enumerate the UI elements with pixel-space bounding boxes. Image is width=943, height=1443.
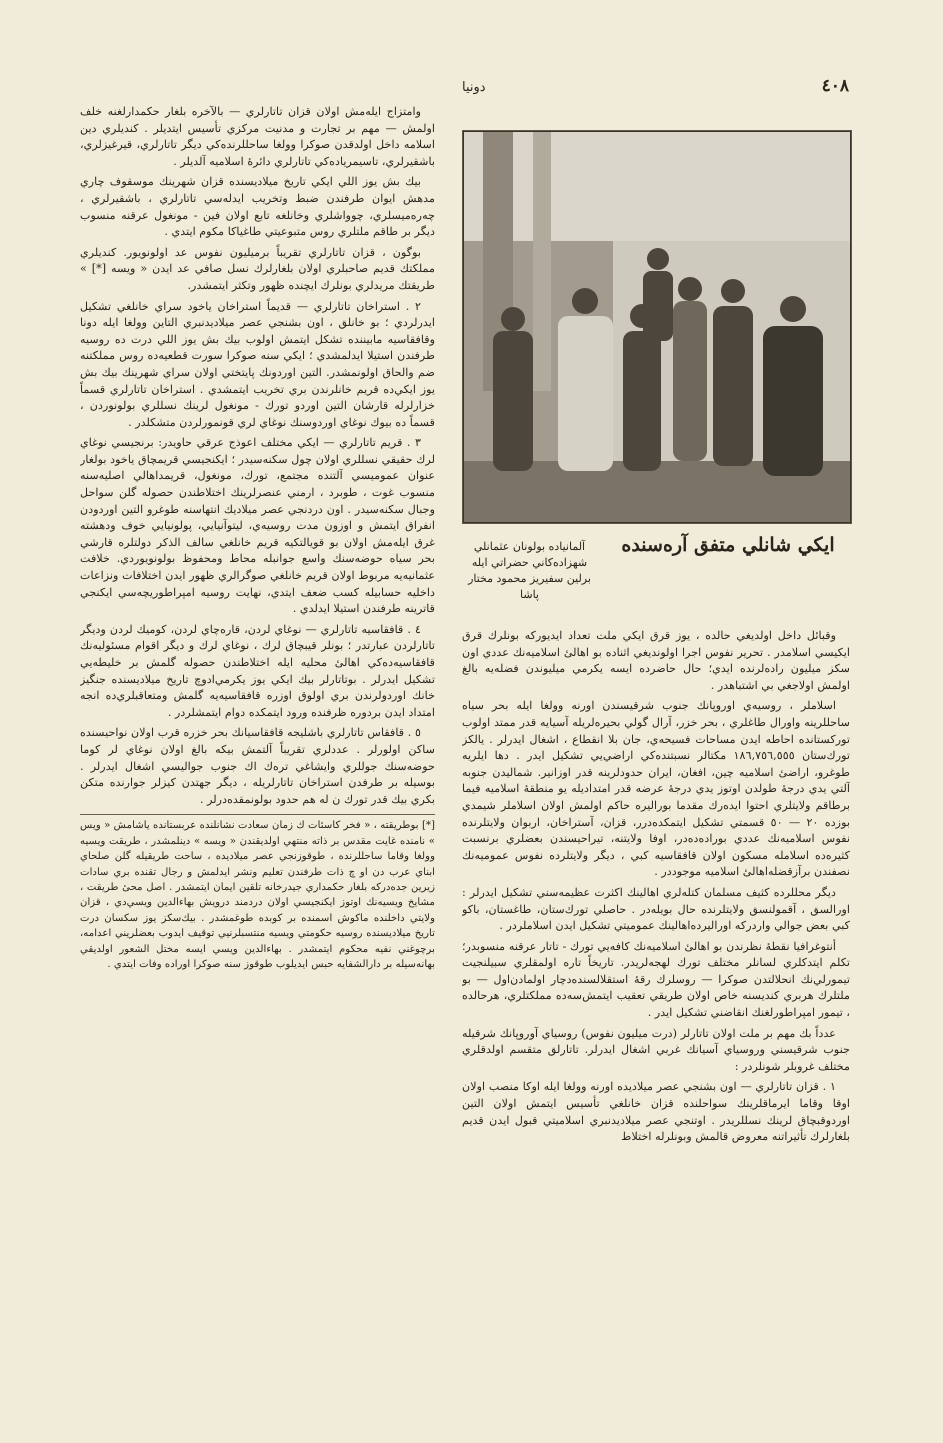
paragraph: بيك بش يوز اللي ايكي تاريخ ميلاديسنده قزان شهرينك موسقوف چاري مدهش ايوان طرفندن ضبط وتخريب ايدلەسي تاتارلري ، باشقيرلري ، چەرەميسلري، چوواشلري وخانلغه تابع اولان فين - مونغول عرقنه منسوب ديگر بر طاقم ملتلري روس متبوعيتي طاغياكا مكوم ايتدي . (80, 175, 435, 239)
photograph-image (463, 131, 851, 523)
left-text-column (80, 104, 435, 1359)
group-photograph (462, 130, 852, 524)
paragraph: اسلاملر ، روسيه‌ي اوروپانك جنوب شرقيسندن اورنه وولغا ايله بحر سياه ساحللرينه واورال طاغلري ، بحر خزر، آرال گولي بحيرەلريله آسيايه قدر ممتد اولوب توركستانده احاطه ايدن مساحات فسيحه‌ي، جان بلا انقطاع ، اشغال ايدرلر . يالكز تورك‌ستان ١٨٦,٧٥٦,٥٥٥ مكتالر نسبتنده‌كي اراضي‌يي تشكيل ايدر . دها ايلريه طوغرو، اراضیٔ اسلاميه چين، افغان، ايران حدودلرينه قدر اوزانير. شماليدن جنوبه آلتي يدي درجۀ طولدن اوتوز يدي درجۀ عرضه قدر امتداديله‌ يو منطقۀ اسلاميه فيما برطاقم ولايتلري احتوا ايدەرك مقدما بوراليره حاكم اولمش اولان اسلاملر شيمدي بوزده ٢٠ — ٥٠ قسمتي تشكيل ايتمكده‌درر، قزان، آستراخان، اربوان ولايتلرنده نفوس اسلاميه‌نك عددي بوراده‌دەدر، اوفا ولايتنه، تيراحيسندن بعضلري برنسبت كثيره‌ده اسلامله مسكون اولان قافقاسيه كبي ، ديگر ولايتلرده نفوس عموميه‌نك نصفندن برآزقضله‌اهالیٔ اسلاميه موجوددر . (462, 699, 850, 879)
paragraph: وامتزاج ايلەمش اولان قزان تاتارلري — بالآخره بلغار حكمدارلغنه خلف اولمش — مهم بر تجارت و مدنيت مركزي تأسيس ايتديلر . كنديلري دين اسلامه داخل اولدقدن صوكرا وولغا ساحللرنده‌كي ديگر تاتارلري، قيرغيزلري، باشقيرلري، تاسيمريادەكي تاتارلري دائرۀ اسلامیه آلديلر . (80, 105, 435, 168)
paragraph: ٢ . استراخان تاتارلري — قديماً استراخان ياخود سراي خانلغي تشكيل ايدرلردي ؛ بو خانلق ، اون بشنجي عصر ميلاديدنبري التاين وولغا ايله دونا وقافقاسيه مابيننده تشكل ايتمش اولوب بيك بش يوز اللي درت ده روسيه طرفندن استيلا ايدلمشدي ؛ ايكي سنه صوكرا سورت قطعیه‌ده روس مملكتنه ضم والحاق اولونمشدر. التين اوردونك پايتختي اولان سراي شهرينك بيك بش يوز ايكي‌ده قريم خانلرندن بري تخريب ايتمشدي . استراخان تاتارلري قسماً خزارلرله قارشان التين اوردو تورك - مونغول لرينك نسللري بولونوردن ، قسماً ده بيوك نوغاي اوردوسنك نوغاي لري قونمورلردن متشكلدر . (80, 299, 435, 429)
photo-caption-subtitle: آلمانياده بولونان عثمانلي شهزاده‌كاني حضراتي ايله برلين سفيريز محمود مختار پاشا (468, 540, 591, 601)
paragraph: أنتوغرافيا نقطۀ نظرندن بو اهالیٔ اسلاميه‌نك كافه‌يي تورك - تاتار عرقنه منسوبدر؛ تكلم ايتدكلري لسانلر مختلف تورك لهجه‌لريدر. تاريخاً تاره اولمقلري سبيلنجيت تيمورلي‌نك انحلالتدن صوكرا — روسلرك رقۀ استقلالسنده‌دچار اولمادن‌اول — بو ملتلرك هربري كنديسنه خاص اولان طريقي تعقيب ايتمش‌سەده مملكتلري، هرحالده ، تيمور امپراطورلغنك انقاضني تشكيل ايدر . (462, 939, 850, 1020)
journal-title: دونيا (462, 80, 486, 95)
paragraph: عدداً بك مهم بر ملت اولان تاتارلر (درت ميليون نفوس) روسياي آوروپانك شرقيله جنوب شرقيسني وروسياي آسيانك غربي اشغال ايدرلر. تاتارلق متقسم اولدقلري مختلف غروبلر شونلردر : (462, 1026, 850, 1073)
paragraph: ٥ . قافقاس تاتارلري باشليجه قافقاسيانك بحر خزره قرب اولان نواحيسنده ساكن اولورلر . عددلري تقريباً آلتمش بيكه بالغ اولان نوغاي لر كوما حوضه‌سنك جوللري وايشاغي ترەك اك جنوب جواليسي اشغال ايدرلر . بوسيله بر طرفدن استراخان تاتارلريله ، ديگر جهتدن كيزلر جوارنده متكن بكري بيك قدر تورك ن‌ له هم حدود بولونمقده‌درلر . (80, 726, 435, 806)
paragraph: ديگر محللرده كثيف مسلمان كتلەلري اهالينك اكثرت عظيمه‌سني تشكيل ايدرلر : اورالسق ، آقمولنسق ولايتلرنده حال بويله‌در . حاصلي تورك‌ستان، طاغستان، باكو كبي بعض جوالي واردركه اوراليرده‌اهالينك عموميتي تشكيل ايدن اسلاملردر . (462, 885, 850, 933)
paragraph: وقبائل داخل اولديغي حالده ، يوز قرق ايكي ملت تعداد ايديوركه بونلرك قرق ايكيسي اسلامدر . تحرير نفوس اجرا اولونديغي اثنادە بو اهالیٔ اسلاميه‌نك عددي اون سكز ميليون راده‌لرنده ايدي؛ حال حاضرده ايسه يكرمي ميليوندن فضله‌يه بالغ اولمش اولاجغي بي اشتباهدر . (462, 629, 850, 692)
photo-caption-title: ايكي شانلي متفق آره‌سنده (621, 534, 835, 556)
paragraph: ١ . قزان تاتارلري — اون بشنجي عصر ميلاديده اورنه وولغا ايله اوكا منصب اولان اوقا وقاما ايرماقلرينك سواحلنده قزان خانلغي تأسيس ايتمش اولان التين اوردوقبچاق لرينك نسللريدر . اوتنجي عصر ميلاديدنبري اسلاميتي قبول ايدن قديم بلغارلرك تأثيراتنه معروض قالمش وبونلرله اختلاط (462, 1080, 850, 1144)
footnote: [*] بوطريقته ، « فخر كاسئات ك زمان سعادت نشانلنده عربستانده ياشامش « ويس » نامنده غايت مقدس بر ذاته منتهي اولديقندن « ويسه » دينلمشدر ، طريقت ويسيه وولغا وقاما ساحللرنده ، طوقوزنجي عصر ميلاديده ، ساحت طريقيله گلن صلحاي ابناي عرب دن او چ ذات طرفندن تعليم ونشر ايدلمش و رجال تقنده بري سادات زيرين جده‌دركه بلغار حكمداري جيدرخانه تلقين ايمان ايتمشدر . اصل محیٔ طريقت ، مشايخ ويسيه‌نك اوتوز ايكنجيسي اولان دردمند درويش بهاءالدين ويسي‌دي ، قزان ولايتي داخلنده ماكوش اسمنده بر كوبده طوغمشدر . بيك‌سكز يوز سكسان درت تاريخ ميلاديسنده روسيه حكومتي ويسيه منتسبلرنيي توقيف ايدوب بعضلريني اعدامه، برچوغني نفيه محكوم ايتمشدر . بهاءالدين ويسي ايسه مختل الشعور اولديقي بهانه‌سيله بر دارالشفايه حبس ايديلوب طوقوز سنه صوكرا اوراده وفات ايتدي . (80, 814, 435, 972)
page-number: ٤٠٨ (821, 76, 849, 96)
paragraph: ٤ . قافقاسيه تاتارلري — نوغاي لردن، قاره‌چاي لردن، كوميك لردن وديگر تاتارلردن عبارتدر ؛ بونلر قيبچاق لرك ، نوغاي لرك و ديگر اقوام مسئوليه‌نك قافقاسيه‌ده‌كي اهالیٔ محليه ايله اختلاطندن حصوله گلمش بر خليطه‌يي تشكيل ايدرلر . بوتاتارلر بيك ايكي يوز يكرمي‌ادوچ تاريخ ميلاديسنده جنگيز خانك اوردولرندن بري اولوق اوزره قافقاسيه‌يه گلمش ومتعاقبلري‌ده انجه امتداد ايدن بردوره ظرفنده ورود ايتمكده دوام ايتمشلردر . (80, 622, 435, 719)
paragraph: ٣ . قريم تاتارلري — ايكي مختلف اعوذج عرقي حاويدر: برنجيسي نوغاي لرك حقيقي نسللري اولان چول سكنه‌سيدر ؛ ايكنجيسي قريمچاق ياخود بولغار عنوان عموميسي آلتنده مجتمع، تورك، مونغول، قريمداهالي اصليه‌سنه منسوب غوت ، طوبرد ، ارمني عنصرلرينك اختلاطندن حصوله گلن سواحل وجبال سكنه‌سيدر . اون دردنجي عصر ميلاديك انتهاسنه طوغرو التين اوردودن انفراق ايتمش و اوزون مدت روسيه‌ي، ليتوآنيايي، پولونيايي خوف ودهشته غرق ايلەمش اولان بو قويالتكيه قريم خانلغي سالف الذكر دولتلره قارشي بحر سياه حوضه‌سنك واسع جوانبله محاط ومحفوظ بولونويوردي. خلافت عثمانيه‌يه مربوط اولان قريم خانلغي صوگرالري ظهور ايدن اختلافات ونزاعات داخليه حسابيله كسب ضعف ايتدي، نهايت روسيه امپراطوريچه‌سي ايكنجي قاترينه طرفندن استيلا ايدلدي . (80, 436, 435, 616)
paragraph: بوگون ، قزان تاتارلري تقريباً برميليون نفوس عد اولونويور. كنديلري مملكتك قديم صاحبلري اولان بلغارلرك نسل صافي عد ايدن « ويسه [*] » طريقتك مريدلري بونلرك ايچنده ظهور وتكثر ايتمشدر. (80, 245, 435, 292)
right-text-column (462, 628, 850, 1368)
